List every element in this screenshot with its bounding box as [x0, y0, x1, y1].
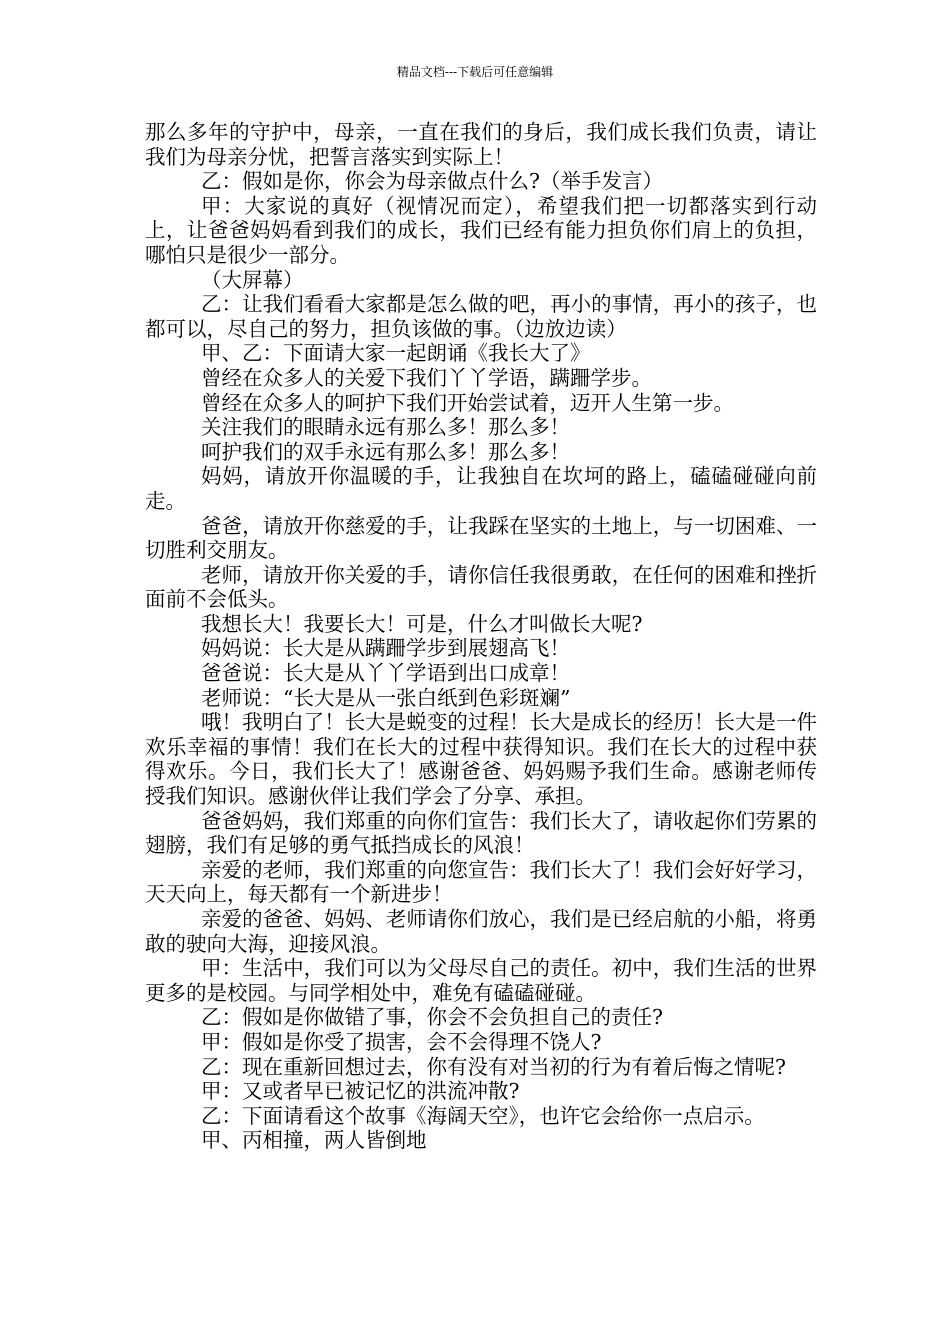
paragraph: 甲：大家说的真好（视情况而定），希望我们把一切都落实到行动上，让爸爸妈妈看到我们的成长，我们已经有能力担负你们肩上的负担，哪怕只是很少一部分。 — [145, 193, 817, 267]
paragraph: 爸爸妈妈，我们郑重的向你们宣告：我们长大了，请收起你们劳累的翅膀，我们有足够的勇气抵挡成长的风浪！ — [145, 808, 817, 858]
paragraph: 亲爱的爸爸、妈妈、老师请你们放心，我们是已经启航的小船，将勇敢的驶向大海，迎接风浪。 — [145, 907, 817, 956]
paragraph: 甲、乙：下面请大家一起朗诵《我长大了》 — [201, 341, 591, 366]
paragraph: 关注我们的眼睛永远有那么多！那么多！ — [201, 415, 570, 440]
document-body — [145, 120, 817, 1153]
paragraph: 乙：让我们看看大家都是怎么做的吧，再小的事情，再小的孩子，也都可以，尽自己的努力，担负该做的事。（边放边读） — [145, 292, 817, 341]
paragraph: 乙：假如是你，你会为母亲做点什么?（举手发言） — [201, 169, 663, 194]
paragraph: 甲：生活中，我们可以为父母尽自己的责任。初中，我们生活的世界更多的是校园。与同学相处中，难免有磕磕碰碰。 — [145, 956, 817, 1005]
paragraph: 甲：又或者早已被记忆的洪流冲散? — [201, 1079, 520, 1104]
paragraph: 爸爸，请放开你慈爱的手，让我踩在坚实的土地上，与一切困难、一切胜利交朋友。 — [145, 513, 817, 563]
paragraph: 老师，请放开你关爱的手，请你信任我很勇敢，在任何的困难和挫折面前不会低头。 — [145, 562, 817, 612]
paragraph: 妈妈说：长大是从蹒跚学步到展翅高飞！ — [201, 636, 570, 661]
paragraph: 甲、丙相撞，两人皆倒地 — [201, 1128, 427, 1153]
paragraph: 爸爸说：长大是从丫丫学语到出口成章！ — [201, 661, 570, 686]
page-header: 精品文档---下载后可任意编辑 — [396, 65, 554, 79]
paragraph: 我想长大！我要长大！可是，什么才叫做长大呢? — [201, 611, 643, 636]
paragraph: 妈妈，请放开你温暖的手，让我独自在坎坷的路上，磕磕碰碰向前走。 — [145, 464, 817, 513]
paragraph: （大屏幕） — [201, 267, 304, 292]
paragraph: 乙：现在重新回想过去，你有没有对当初的行为有着后悔之情呢? — [201, 1054, 786, 1079]
paragraph: 曾经在众多人的呵护下我们开始尝试着，迈开人生第一步。 — [201, 390, 734, 415]
paragraph: 甲：假如是你受了损害，会不会得理不饶人? — [201, 1029, 602, 1054]
paragraph: 呵护我们的双手永远有那么多！那么多！ — [201, 439, 570, 464]
paragraph: 乙：下面请看这个故事《海阔天空》，也许它会给你一点启示。 — [201, 1103, 765, 1128]
paragraph: 哦！我明白了！长大是蜕变的过程！长大是成长的经历！长大是一件欢乐幸福的事情！我们在长大的过程中获得知识。我们在长大的过程中获得欢乐。今日，我们长大了！感谢爸爸、妈妈赐予我们生命。感谢老师传授我们知识。感谢伙伴让我们学会了分享、承担。 — [145, 710, 817, 809]
paragraph: 老师说：“长大是从一张白纸到色彩斑斓” — [201, 685, 571, 710]
paragraph: 亲爱的老师，我们郑重的向您宣告：我们长大了！我们会好好学习，天天向上，每天都有一个新进步！ — [145, 857, 817, 907]
paragraph: 那么多年的守护中，母亲，一直在我们的身后，我们成长我们负责，请让我们为母亲分忧，把誓言落实到实际上！ — [145, 120, 817, 169]
paragraph: 乙：假如是你做错了事，你会不会负担自己的责任? — [201, 1005, 663, 1030]
paragraph: 曾经在众多人的关爱下我们丫丫学语，蹒跚学步。 — [201, 365, 652, 390]
